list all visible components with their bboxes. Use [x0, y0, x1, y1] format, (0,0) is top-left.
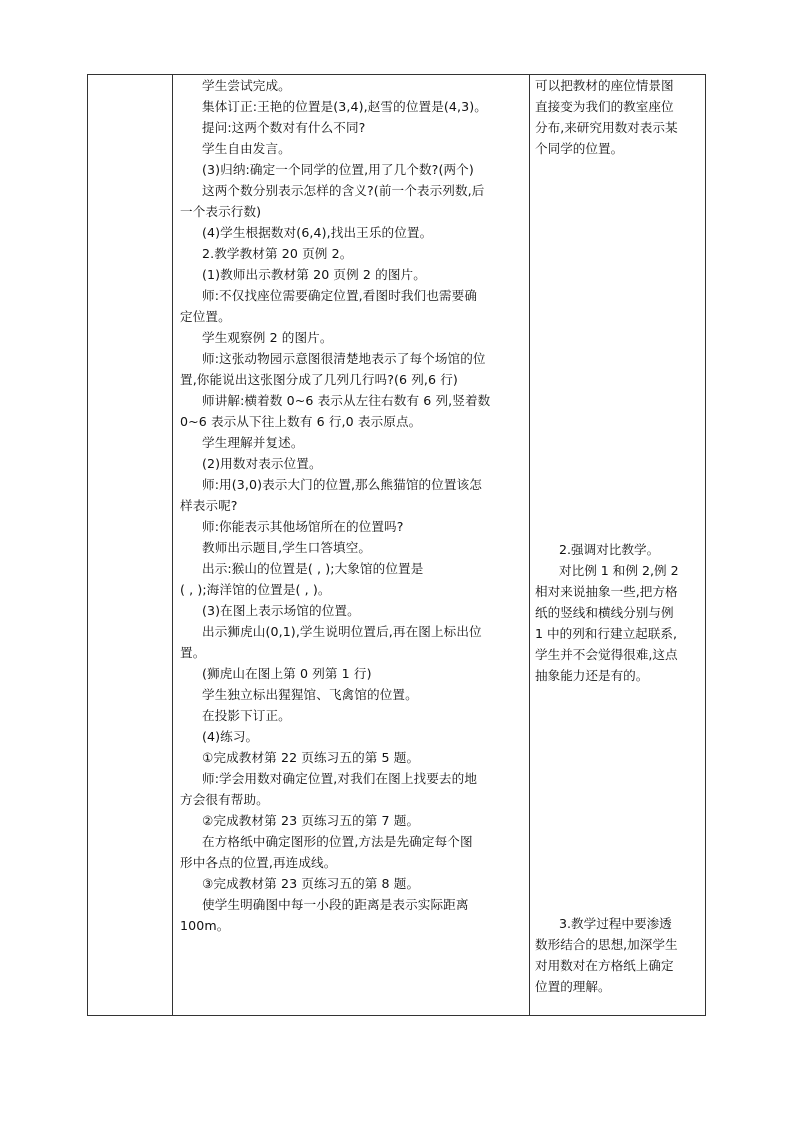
teaching-line: (3)归纳:确定一个同学的位置,用了几个数?(两个): [202, 162, 474, 177]
design-note-1: [531, 75, 678, 159]
teaching-line: 师:不仅找座位需要确定位置,看图时我们也需要确: [202, 288, 478, 303]
teaching-line: 使学生明确图中每一小段的距离是表示实际距离: [202, 897, 469, 912]
design-note-line: 3.教学过程中要渗透: [559, 916, 672, 931]
teaching-line: (4)学生根据数对(6,4),找出王乐的位置。: [202, 225, 433, 240]
teaching-line: 学生尝试完成。: [202, 78, 291, 93]
teaching-line: (狮虎山在图上第 0 列第 1 行): [202, 666, 372, 681]
teaching-line: (4)练习。: [202, 729, 259, 744]
design-note-line: 2.强调对比教学。: [559, 542, 660, 557]
teaching-line: (3)在图上表示场馆的位置。: [202, 603, 360, 618]
design-note-line: 纸的竖线和横线分别与例: [535, 605, 674, 620]
design-note-line: 相对来说抽象一些,把方格: [535, 584, 678, 599]
lesson-plan-table: [87, 74, 706, 1016]
teaching-line: 出示狮虎山(0,1),学生说明位置后,再在图上标出位: [202, 624, 482, 639]
teaching-line: 定位置。: [180, 309, 231, 324]
teaching-line: 学生理解并复述。: [202, 435, 304, 450]
teaching-line: 提问:这两个数对有什么不同?: [202, 120, 366, 135]
teaching-line: 方会很有帮助。: [180, 792, 269, 807]
teaching-line: 形中各点的位置,再连成线。: [180, 855, 337, 870]
teaching-line: 教师出示题目,学生口答填空。: [202, 540, 372, 555]
design-note-line: 抽象能力还是有的。: [535, 668, 649, 683]
teaching-line: 这两个数分别表示怎样的含义?(前一个表示列数,后: [202, 183, 485, 198]
teaching-line: 100m。: [180, 918, 230, 933]
teaching-line: 师:这张动物园示意图很清楚地表示了每个场馆的位: [202, 351, 486, 366]
teaching-line: 在投影下订正。: [202, 708, 291, 723]
design-note-line: 1 中的列和行建立起联系,: [535, 626, 677, 641]
teaching-line: 师:学会用数对确定位置,对我们在图上找要去的地: [202, 771, 478, 786]
teaching-line: 师讲解:横着数 0~6 表示从左往右数有 6 列,竖着数: [202, 393, 491, 408]
design-note-line: 个同学的位置。: [535, 141, 624, 156]
teaching-process-column: [174, 75, 529, 936]
teaching-line: 师:你能表示其他场馆所在的位置吗?: [202, 519, 404, 534]
design-note-line: 位置的理解。: [535, 979, 611, 994]
teaching-line: 置,你能说出这张图分成了几列几行吗?(6 列,6 行): [180, 372, 458, 387]
teaching-line: 2.教学教材第 20 页例 2。: [202, 246, 353, 261]
teaching-line: 一个表示行数): [180, 204, 262, 219]
teaching-line: 出示:猴山的位置是( , );大象馆的位置是: [202, 561, 424, 576]
teaching-line: ②完成教材第 23 页练习五的第 7 题。: [202, 813, 420, 828]
teaching-line: 样表示呢?: [180, 498, 238, 513]
teaching-line: 师:用(3,0)表示大门的位置,那么熊猫馆的位置该怎: [202, 477, 482, 492]
design-note-line: 分布,来研究用数对表示某: [535, 120, 678, 135]
design-note-line: 学生并不会觉得很难,这点: [535, 647, 678, 662]
design-note-2: [531, 539, 679, 686]
teaching-line: ①完成教材第 22 页练习五的第 5 题。: [202, 750, 420, 765]
teaching-line: ③完成教材第 23 页练习五的第 8 题。: [202, 876, 420, 891]
teaching-line: 学生自由发言。: [202, 141, 291, 156]
design-note-line: 对比例 1 和例 2,例 2: [559, 563, 679, 578]
teaching-line: 学生观察例 2 的图片。: [202, 330, 333, 345]
teaching-line: ( , );海洋馆的位置是( , )。: [180, 582, 331, 597]
teaching-line: 在方格纸中确定图形的位置,方法是先确定每个图: [202, 834, 473, 849]
teaching-line: (2)用数对表示位置。: [202, 456, 322, 471]
design-note-line: 数形结合的思想,加深学生: [535, 937, 678, 952]
design-note-line: 直接变为我们的教室座位: [535, 99, 674, 114]
teaching-line: 学生独立标出猩猩馆、飞禽馆的位置。: [202, 687, 418, 702]
teaching-line: 置。: [180, 645, 206, 660]
teaching-line: 集体订正:王艳的位置是(3,4),赵雪的位置是(4,3)。: [202, 99, 487, 114]
column-divider-right: [529, 75, 530, 1015]
design-note-line: 对用数对在方格纸上确定: [535, 958, 674, 973]
design-note-3: [531, 913, 678, 997]
column-divider-left: [172, 75, 173, 1015]
design-note-line: 可以把教材的座位情景图: [535, 78, 674, 93]
teaching-line: (1)教师出示教材第 20 页例 2 的图片。: [202, 267, 426, 282]
teaching-line: 0~6 表示从下往上数有 6 行,0 表示原点。: [180, 414, 422, 429]
